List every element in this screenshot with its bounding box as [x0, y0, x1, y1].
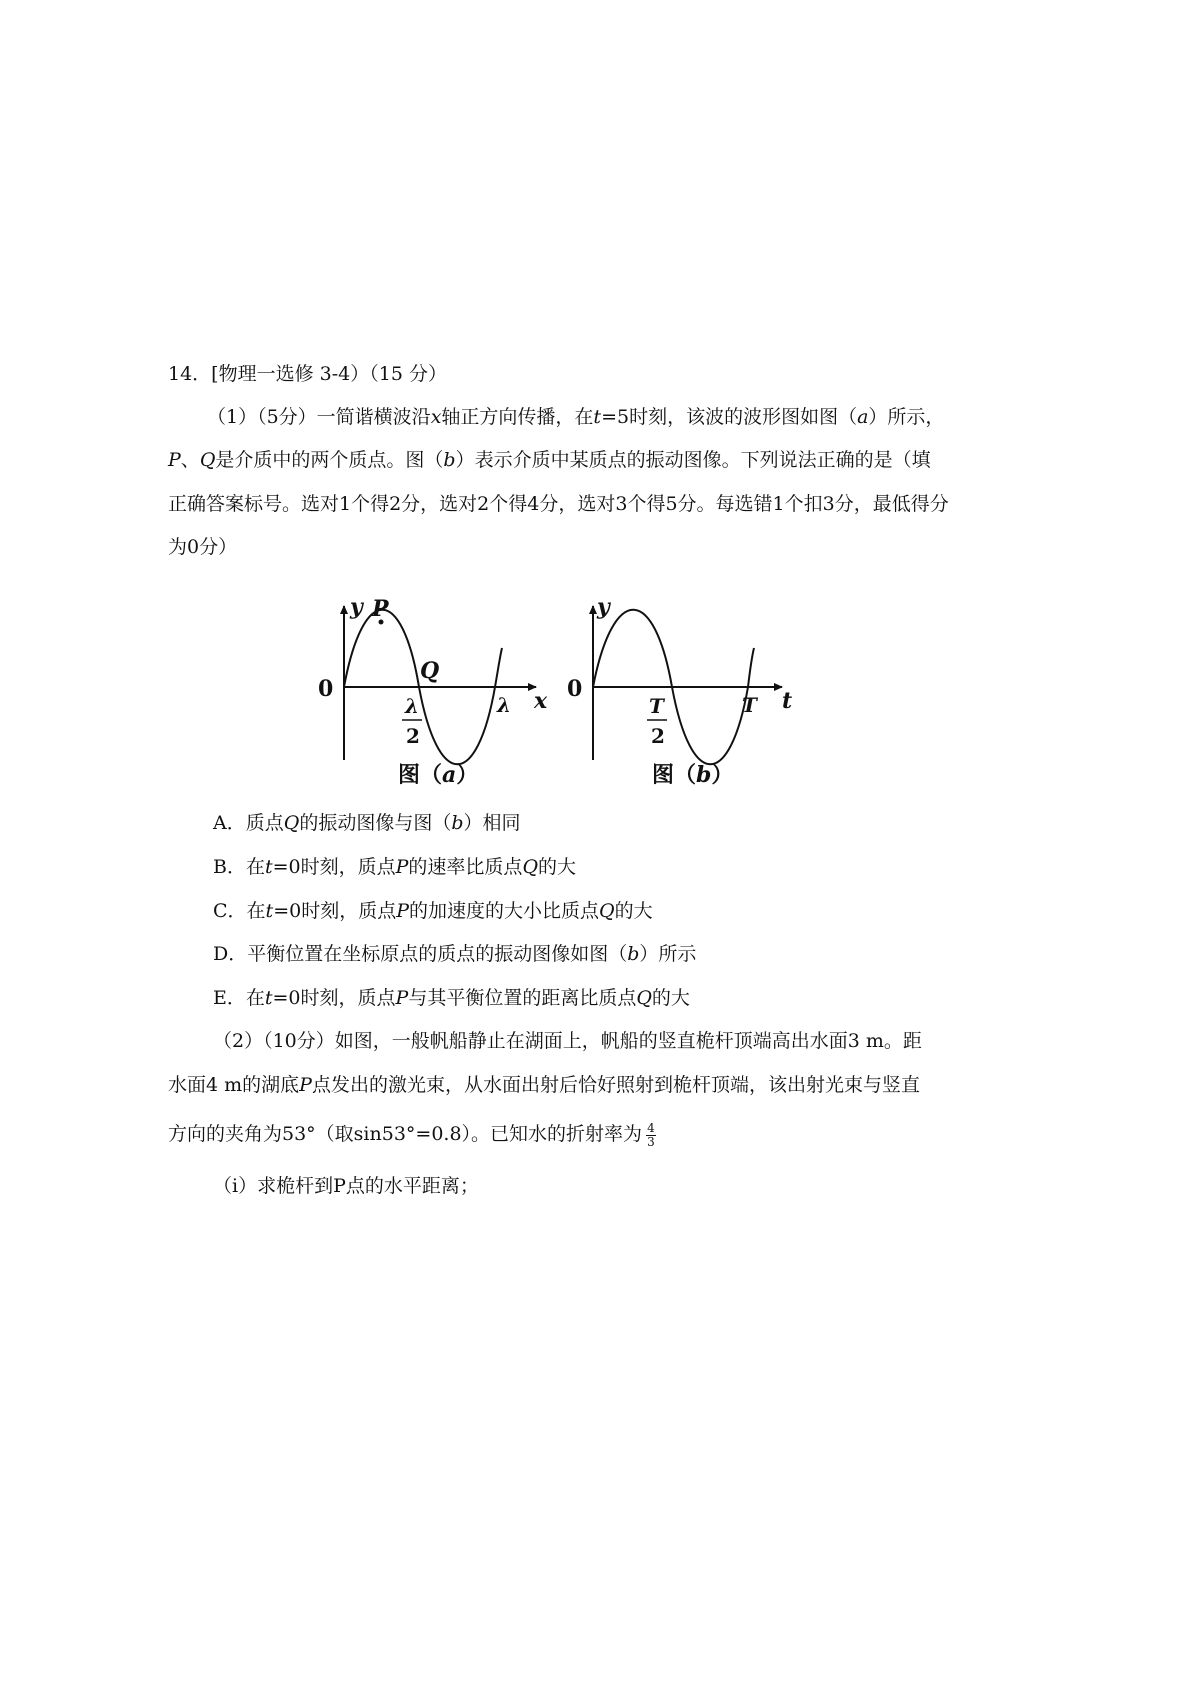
part1-line2: P、Q是介质中的两个质点。图（b）表示介质中某质点的振动图像。下列说法正确的是（填	[168, 449, 931, 471]
lambda-label: λ	[497, 693, 512, 717]
part1-line1: （1）（5分）一简谐横波沿x轴正方向传播，在t=5时刻，该波的波形图如图（a）所示，	[207, 406, 945, 428]
x-label: x	[534, 688, 548, 714]
half-period-den: 2	[651, 724, 665, 748]
option-d: D．平衡位置在坐标原点的质点的振动图像如图（b）所示	[213, 943, 697, 965]
q-label: Q	[420, 658, 440, 684]
y-label-a: y	[350, 594, 363, 620]
part1-line3: 正确答案标号。选对1个得2分，选对2个得4分，选对3个得5分。每选错1个扣3分，最低得分	[168, 493, 949, 515]
question-header: 14．[物理一选修 3-4）（15 分）	[168, 363, 447, 385]
sub-question-i: （i）求桅杆到P点的水平距离；	[213, 1175, 479, 1197]
half-lambda-den: 2	[406, 724, 420, 748]
half-lambda-num: λ	[405, 694, 420, 718]
figure-a	[310, 592, 548, 792]
origin-label-b: 0	[567, 676, 583, 702]
origin-label-a: 0	[318, 676, 334, 702]
part2-line1: （2）（10分）如图，一般帆船静止在湖面上，帆船的竖直桅杆顶端高出水面3 m。距	[213, 1030, 922, 1052]
t-label: t	[782, 688, 793, 714]
figure-b	[560, 592, 793, 792]
option-b: B．在t=0时刻，质点P的速率比质点Q的大	[213, 856, 577, 878]
option-a: A．质点Q的振动图像与图（b）相同	[213, 812, 521, 834]
period-label: T	[742, 693, 757, 717]
caption-b: 图（b）	[652, 762, 734, 788]
caption-a: 图（a）	[398, 762, 479, 788]
y-label-b: y	[597, 594, 610, 620]
option-e: E．在t=0时刻，质点P与其平衡位置的距离比质点Q的大	[213, 987, 690, 1009]
p-label: P	[372, 596, 389, 622]
half-period-num: T	[649, 694, 664, 718]
option-c: C．在t=0时刻，质点P的加速度的大小比质点Q的大	[213, 900, 653, 922]
part1-line4: 为0分）	[168, 536, 238, 558]
part2-line2: 水面4 m的湖底P点发出的激光束，从水面出射后恰好照射到桅杆顶端，该出射光束与竖直	[168, 1074, 920, 1096]
part2-line3: 方向的夹角为53°（取sin53°=0.8）。已知水的折射率为 $\frac{4}{3}$	[168, 1120, 655, 1149]
refractive-index-fraction: $\frac{4}{3}$	[647, 1120, 655, 1149]
